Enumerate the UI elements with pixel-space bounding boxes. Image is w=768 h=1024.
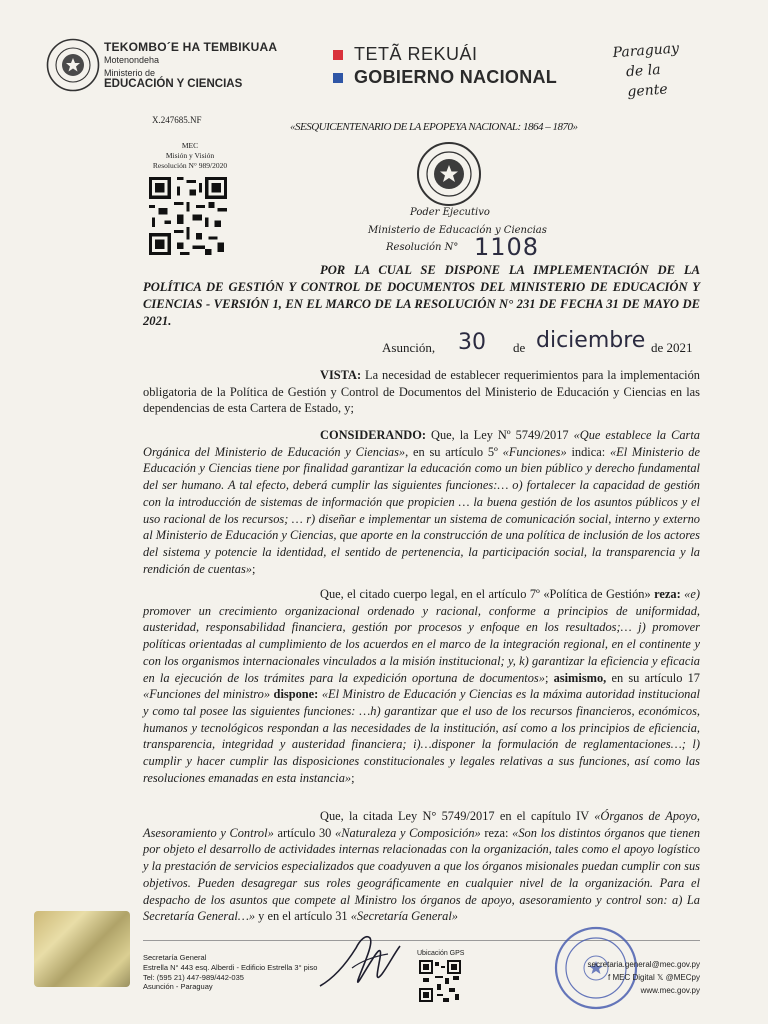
que-paragraph-3 — [143, 808, 700, 925]
resolucion-number: 1108 — [474, 233, 540, 261]
que2-text: ; — [351, 770, 355, 785]
que3-quote: «Órganos de Apoyo, Asesoramiento y Control» — [143, 809, 701, 840]
que3-text: y en el artículo 31 — [255, 909, 351, 924]
considerando-quote: «El Ministerio de Educación y Ciencias tiene por finalidad garantizar la educación como un bien público y derecho fundamental del ser humano. A tal efecto, deberá cumplir las siguientes funciones:… o) fortalecer la capacidad de gestión con la introducción de sistemas de información que propicien … la buena gestión de los asuntos públicos y el uso racional de los recursos; … r) diseñar e implementar un sistema de comunicación social, interno y externo al Ministerio de Educación y Ciencias, que aporte en la construcción de una política de inclusión de los actores del sistema y potencie la identidad, el sentido de pertenencia, la participación social, la transparencia y la rendición de cuentas» — [143, 444, 700, 576]
ministry-logo-text — [104, 40, 277, 90]
blue-square-icon — [333, 73, 343, 83]
considerando-label: CONSIDERANDO: — [320, 428, 427, 442]
org-guarani-sub: Motenondeha — [104, 55, 160, 65]
republic-seal-icon — [416, 141, 482, 207]
que2-text: en su artículo 17 — [606, 670, 700, 685]
footer-city: Asunción - Paraguay — [143, 982, 213, 992]
que2-quote: «e) promover un crecimiento organizacional ordenado y racional, conforme a principios de uniformidad, austeridad, responsabilidad financiera, gestión por procesos y enfoque en los resultados;… j) promover políticas orientadas al cumplimiento de los acuerdos en el marco de la integración regional, en el continente y con los organismos internacionales vinculados a la misión institucional; y, k) garantizar la eficiencia y eficacia en la ejecución de los trámites para la expedición oportuna de documentos» — [143, 587, 700, 685]
considerando-quote: «Funciones» — [502, 444, 567, 459]
date-de: de — [513, 340, 526, 355]
org-spanish-name: EDUCACIÓN Y CIENCIAS — [104, 78, 243, 90]
vista-paragraph — [143, 367, 700, 417]
que3-text: artículo 30 — [273, 825, 336, 840]
considerando-quote: «Que establece la Carta Orgánica del Ministerio de Educación y Ciencias» — [143, 428, 700, 459]
date-city: Asunción, — [382, 340, 436, 355]
date-month: diciembre — [536, 328, 646, 353]
footer-dept: Secretaría General — [143, 953, 207, 962]
sesquicentenario-motto: «SESQUICENTENARIO DE LA EPOPEYA NACIONAL: 1864 – 1870» — [290, 121, 578, 133]
que2-text: Que, el citado cuerpo legal, en el artículo 7º «Política de Gestión» — [320, 587, 655, 601]
que3-quote: «Secretaría General» — [350, 909, 458, 924]
vista-label: VISTA: — [320, 368, 362, 382]
mec-note-line3: Resolución N° 989/2020 — [152, 161, 228, 170]
considerando-text: indica: — [566, 444, 610, 459]
que2-bold: asimismo, — [553, 670, 607, 685]
considerando-text: ; — [251, 561, 256, 576]
national-seal-icon — [46, 38, 100, 92]
mec-mission-note — [140, 141, 240, 171]
footer-phone: Tel: (595 21) 447-989/442-035 — [143, 972, 244, 982]
que3-quote: «Son los distintos órganos que tienen por objeto el desarrollo de actividades internas relacionadas con la organización, tales como el apoyo logístico y la prestación de servicios especializados que coadyuven a que los órganos misionales puedan cumplir con sus objetivos. Pueden desagregar sus roles geográficamente en cualquier nivel de la organización. Para el despacho de los asuntos que compete al Ministro los órganos de apoyo, asesoramiento y control son: a) La Secretaría General…» — [143, 825, 701, 924]
mec-note-line2: Misión y Visión — [165, 151, 215, 160]
que3-text: reza: — [480, 825, 513, 840]
considerando-paragraph — [143, 427, 700, 577]
footer-contacts — [580, 958, 700, 997]
signature-icon — [316, 928, 404, 994]
footer-twitter[interactable]: @MECpy — [665, 973, 700, 982]
que2-quote: «El Ministro de Educación y Ciencias es la máxima autoridad institucional y como tal posee las siguientes funciones: …h) garantizar que el uso de los recursos financieros, económicos, humanos y tecnológicos respondan a las necesidades de la institución, así como a los principios de eficiencia, transparencia, integridad y austeridad financiera; i)…disponer la formulación de reglamentaciones…; l) cumplir y hacer cumplir las disposiciones constitucionales y legales relativas a sus funciones, así como las resoluciones emanadas en esta instancia» — [143, 687, 700, 785]
qr-code-icon[interactable] — [149, 177, 227, 255]
hologram-seal-icon — [34, 911, 130, 987]
vista-text: La necesidad de establecer requerimientos para la implementación obligatoria de la Política de Gestión y Control de Documentos del Ministerio de Educación y Ciencias en las dependencias de esta Cartera de Estado, y; — [143, 368, 700, 416]
mec-note-line1: MEC — [181, 141, 199, 150]
footer-social — [580, 971, 700, 984]
considerando-text: , en su artículo 5º — [405, 444, 503, 459]
date-day: 30 — [458, 330, 486, 355]
footer-email[interactable]: secretaria.general@mec.gov.py — [587, 960, 700, 969]
que2-bold: dispone: — [270, 687, 319, 702]
que-paragraph-2 — [143, 586, 700, 786]
slogan — [612, 37, 706, 103]
document-reference: X.247685.NF — [152, 115, 202, 125]
footer-street: Estrella N° 443 esq. Alberdi - Edificio Estrella 3° piso — [143, 962, 318, 972]
resolucion-label: Resolución N° — [386, 242, 459, 253]
gov-spanish-name: GOBIERNO NACIONAL — [354, 67, 558, 87]
government-logo — [333, 44, 557, 88]
que2-quote: «Funciones del ministro» — [143, 687, 271, 702]
gps-location — [417, 950, 464, 957]
que3-text: Que, la citada Ley N° 5749/2017 en el capítulo IV — [320, 809, 595, 823]
considerando-text: Que, la Ley Nº 5749/2017 — [426, 428, 574, 442]
footer-address — [143, 953, 317, 992]
que3-quote: «Naturaleza y Composición» — [335, 825, 481, 840]
date-year: de 2021 — [651, 340, 693, 355]
que2-bold: reza: — [654, 587, 681, 601]
poder-ejecutivo-label: Poder Ejecutivo — [410, 207, 490, 218]
gps-qr-code-icon[interactable] — [419, 960, 461, 1002]
facebook-icon[interactable]: f — [608, 973, 611, 982]
footer-web[interactable]: www.mec.gov.py — [640, 986, 700, 995]
twitter-icon[interactable]: 𝕏 — [656, 973, 664, 982]
slogan-line1: Paraguay — [612, 40, 680, 62]
ministerio-label: Ministerio de Educación y Ciencias — [368, 225, 547, 236]
org-spanish-prefix: Ministerio de — [104, 68, 156, 78]
footer-facebook[interactable]: MEC Digital — [612, 973, 655, 982]
gov-guarani-name: TETÃ REKUÁI — [354, 44, 478, 64]
gps-label: Ubicación GPS — [417, 950, 465, 957]
red-square-icon — [333, 50, 343, 60]
org-guarani-name: TEKOMBO´E HA TEMBIKUAA — [104, 40, 278, 54]
slogan-line2: de la gente — [625, 61, 669, 101]
que2-text: ; — [544, 670, 554, 685]
resolution-title: POR LA CUAL SE DISPONE LA IMPLEMENTACIÓN DE LA POLÍTICA DE GESTIÓN Y CONTROL DE DOCUMENTOS DEL MINISTERIO DE EDUCACIÓN Y CIENCIAS - VERSIÓN 1, EN EL MARCO DE LA RESOLUCIÓN N° 231 DE FECHA 31 DE MAYO DE 2021. — [143, 263, 700, 328]
